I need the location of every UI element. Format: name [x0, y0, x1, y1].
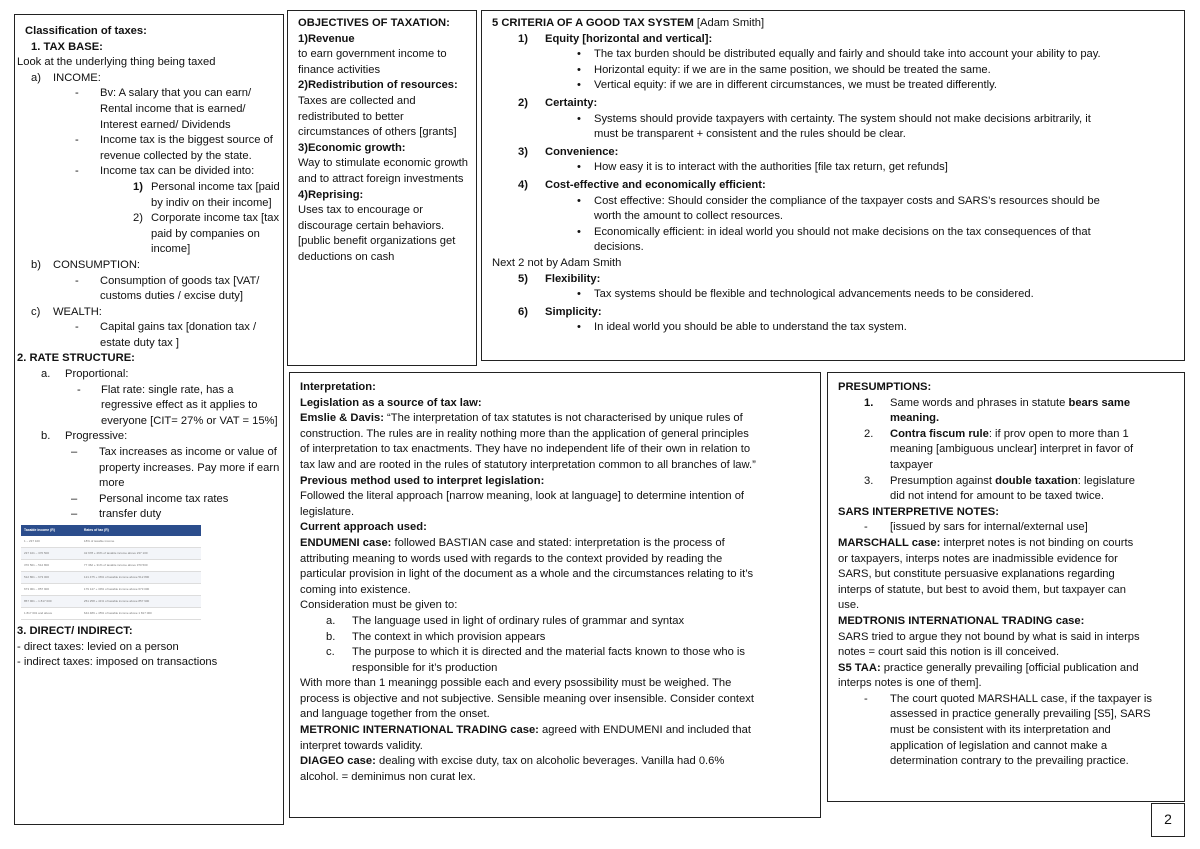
income-item: - Bv: A salary that you can earn/ Rental income that is earned/ Interest earned/ Dividends [75, 87, 252, 131]
consumption-item: - Consumption of goods tax [VAT/ customs duties / excise duty] [75, 274, 260, 303]
consideration-item: c. The purpose to which it is directed and the material facts known to those who is [326, 646, 746, 659]
criterion-item: • Horizontal equity: if we are in the same position, we should be treated the same. [577, 63, 991, 76]
objectives-box [287, 10, 477, 366]
objective-heading: 1)Revenue [298, 32, 355, 45]
income-heading: a) INCOME: [31, 71, 101, 84]
criterion-heading: 3) Convenience: [518, 145, 619, 158]
marschall-label: MARSCHALL case: [838, 536, 941, 549]
s5-taa-label: S5 TAA: [838, 661, 881, 674]
medtronis-heading: MEDTRONIS INTERNATIONAL TRADING case: [838, 614, 1085, 627]
page-number: 2 [1151, 803, 1185, 837]
presumptions-box: PRESUMPTIONS: 1. Same words and phrases in statute bears same meaning. 2. Contra fiscum rule: if prov open to more than 1 meaning [ambiguous unclear] interpret in favor of taxpayer 3. Presumption against double taxation: legislature did not intend for amount to be taxed twice. SARS INTERPRETIVE NOTES: - [issued by sars for internal/external use] MARSCHALL case: interpret notes is not binding on courts or taxpayers, interps notes are inadmissible evidence for SARS, but constitute persuasive explanations regarding interps of statute, but best to avoid them, but taxpayer can use. MEDTRONIS INTERNATIONAL TRADING case: SARS tried to argue they not bound by what is said in interps notes = court said this notion is ill conceived. S5 TAA: practice generally prevailing [official publication and interps notes is one of them]. - The court quoted MARSHALL case, if the taxpayer is assessed in practice generally prevailing [S5], SARS must be consistent with its interpretation and application of legislation and cannot make a determination contrary to the prevailing practice. [827, 372, 1185, 802]
criterion-item: • In ideal world you should be able to understand the tax system. [577, 321, 907, 334]
consideration-intro: Consideration must be given to: [300, 599, 458, 612]
presumption-item: 1. Same words and phrases in statute bears same [864, 396, 1131, 409]
income-sub-item: 2) Corporate income tax [tax paid by companies on income] [133, 212, 280, 256]
current-approach-heading: Current approach used: [300, 521, 427, 534]
previous-method-heading: Previous method used to interpret legislation: [300, 474, 545, 487]
criterion-item-cont: worth the amount to collect resources. [594, 210, 784, 223]
legislation-heading: Legislation as a source of tax law: [300, 396, 482, 409]
criterion-heading: 2) Certainty: [518, 96, 598, 109]
sars-notes-heading: SARS INTERPRETIVE NOTES: [838, 505, 999, 518]
progressive-heading: b. Progressive: [41, 430, 128, 443]
criterion-item: • How easy it is to interact with the authorities [file tax return, get refunds] [577, 161, 948, 174]
criterion-item: • Cost effective: Should consider the compliance of the taxpayer costs and SARS’s resources should be [577, 194, 1100, 207]
objective-text: to earn government income to finance activities [298, 48, 447, 76]
diageo-label: DIAGEO case: [300, 755, 376, 768]
sars-notes-item: - [issued by sars for internal/external use] [864, 521, 1088, 534]
direct-indirect-item: - indirect taxes: imposed on transactions [17, 656, 218, 669]
objective-heading: 4)Reprising: [298, 188, 364, 201]
criteria-note: Next 2 not by Adam Smith [492, 256, 622, 269]
court-item: - The court quoted MARSHALL case, if the taxpayer is [864, 692, 1152, 705]
criteria-box [481, 10, 1185, 361]
consumption-heading: b) CONSUMPTION: [31, 258, 141, 271]
table-row: 673 001 – 857 900 179 147 + 39% of taxable income above 673 000 [21, 584, 201, 596]
criteria-title: 5 CRITERIA OF A GOOD TAX SYSTEM [Adam Smith] [492, 17, 765, 29]
income-sub-item: 1) Personal income tax [paid by indiv on their income] [133, 180, 280, 209]
metronic-label: METRONIC INTERNATIONAL TRADING case: [300, 724, 539, 737]
proportional-item: - Flat rate: single rate, has a regressive effect as it applies to everyone [CIT= 27% or VAT = 15%] [77, 383, 278, 427]
consideration-item: b. The context in which provision appears [326, 630, 546, 643]
objective-text: Uses tax to encourage or discourage certain behaviors. [public benefit organizations get deductions on cash [298, 204, 456, 263]
criterion-heading: 1) Equity [horizontal and vertical]: [518, 32, 713, 45]
table-row: 1 817 001 and above 644 489 + 45% of taxable income above 1 817 000 [21, 608, 201, 620]
criterion-item: • The tax burden should be distributed equally and fairly and should take into account your ability to pay. [577, 48, 1101, 61]
criterion-item-cont: must be transparent + consistent and the rules should be clear. [594, 128, 906, 141]
tax-base-heading: 1. TAX BASE: [31, 40, 103, 53]
objective-heading: 2)Redistribution of resources: [298, 79, 458, 92]
table-row: 370 501 – 512 800 77 362 + 31% of taxable income above 370 500 [21, 560, 201, 572]
presumption-item: 2. Contra fiscum rule: if prov open to more than 1 [864, 427, 1129, 440]
table-header: Taxable income (R) [21, 525, 81, 536]
criterion-item: • Tax systems should be flexible and technological advancements needs to be considered. [577, 288, 1034, 301]
presumption-item: 3. Presumption against double taxation: legislature [864, 474, 1135, 487]
presumptions-title: PRESUMPTIONS: [838, 381, 932, 393]
direct-indirect-item: - direct taxes: levied on a person [17, 640, 179, 653]
tax-base-intro: Look at the underlying thing being taxed [17, 56, 216, 69]
criterion-item: • Systems should provide taxpayers with certainty. The system should not make decisions arbitrarily, it [577, 112, 1091, 125]
objective-text: Taxes are collected and redistributed to better circumstances of others [grants] [298, 94, 457, 139]
table-row: 857 901 – 1 817 000 251 258 + 41% of taxable income above 857 900 [21, 596, 201, 608]
proportional-heading: a. Proportional: [41, 368, 129, 381]
income-item: - Income tax is the biggest source of revenue collected by the state. [75, 134, 273, 162]
progressive-item: – transfer duty [71, 508, 162, 521]
table-header: Rates of tax (R) [81, 525, 201, 536]
income-item: - Income tax can be divided into: [75, 165, 255, 178]
criterion-item: • Economically efficient: in ideal world you should not make decisions on the tax consequences of that [577, 225, 1091, 238]
criterion-heading: 6) Simplicity: [518, 305, 602, 318]
criterion-heading: 5) Flexibility: [518, 272, 601, 285]
wealth-heading: c) WEALTH: [31, 305, 102, 318]
wealth-item: - Capital gains tax [donation tax / estate duty tax ] [75, 321, 257, 349]
endumeni-label: ENDUMENI case: [300, 536, 392, 549]
classification-title: Classification of taxes: [25, 25, 147, 37]
criterion-heading: 4) Cost-effective and economically efficient: [518, 178, 766, 191]
table-row: 1 – 237 100 18% of taxable income [21, 536, 201, 548]
classification-box [14, 14, 284, 825]
interpretation-title: Interpretation: [300, 381, 376, 393]
table-row: 512 801 – 673 000 121 475 + 36% of taxable income above 512 800 [21, 572, 201, 584]
progressive-item: – Tax increases as income or value of property increases. Pay more if earn more [71, 446, 280, 490]
table-row: 237 101 – 370 500 42 678 + 26% of taxable income above 237 100 [21, 548, 201, 560]
criterion-item: • Vertical equity: if we are in different circumstances, we must be treated differently. [577, 79, 997, 92]
objectives-title: OBJECTIVES OF TAXATION: [298, 17, 450, 29]
interpretation-box: Interpretation: Legislation as a source of tax law: Emslie & Davis: “The interpretation of tax statutes is not characterised by unique rules of construction. The rules are in reality nothing more than the application of general principles of interpretation to tax enactments. They have no independent life of their own in relation to tax law and are rooted in the rules of statutory interpretation common to all branches of law.” Previous method used to interpret legislation: Followed the literal approach [narrow meaning, look at language] to determine intention of legislature. Current approach used: ENDUMENI case: followed BASTIAN case and stated: interpretation is the process of attributing meaning to words used with regards to the context provided by reading the particular provision in light of the document as a whole and the circumstances relating to it’s coming into existence. Consideration must be given to: a. The language used in light of ordinary rules of grammar and syntax b. The context in which provision appears c. The purpose to which it is directed and the material facts known to those who is responsible for it’s production With more than 1 meaningg possible each and every psossibility must be weighed. The process is objective and not subjective. Sensible meaning over insensible. Consider context and language together from the onset. METRONIC INTERNATIONAL TRADING case: agreed with ENDUMENI and included that interpret towards validity. DIAGEO case: dealing with excise duty, tax on alcoholic beverages. Vanilla had 0.6% alcohol. = deminimus non curat lex. [289, 372, 821, 818]
progressive-item: – Personal income tax rates [71, 492, 229, 505]
consideration-item: a. The language used in light of ordinary rules of grammar and syntax [326, 614, 685, 627]
rate-structure-heading: 2. RATE STRUCTURE: [17, 352, 135, 365]
objective-text: Way to stimulate economic growth and to attract foreign investments [298, 157, 468, 185]
income-tax-table [21, 525, 201, 620]
emslie-label: Emslie & Davis: [300, 412, 384, 425]
objective-heading: 3)Economic growth: [298, 141, 406, 154]
criterion-item-cont: decisions. [594, 241, 644, 254]
direct-indirect-heading: 3. DIRECT/ INDIRECT: [17, 625, 133, 637]
